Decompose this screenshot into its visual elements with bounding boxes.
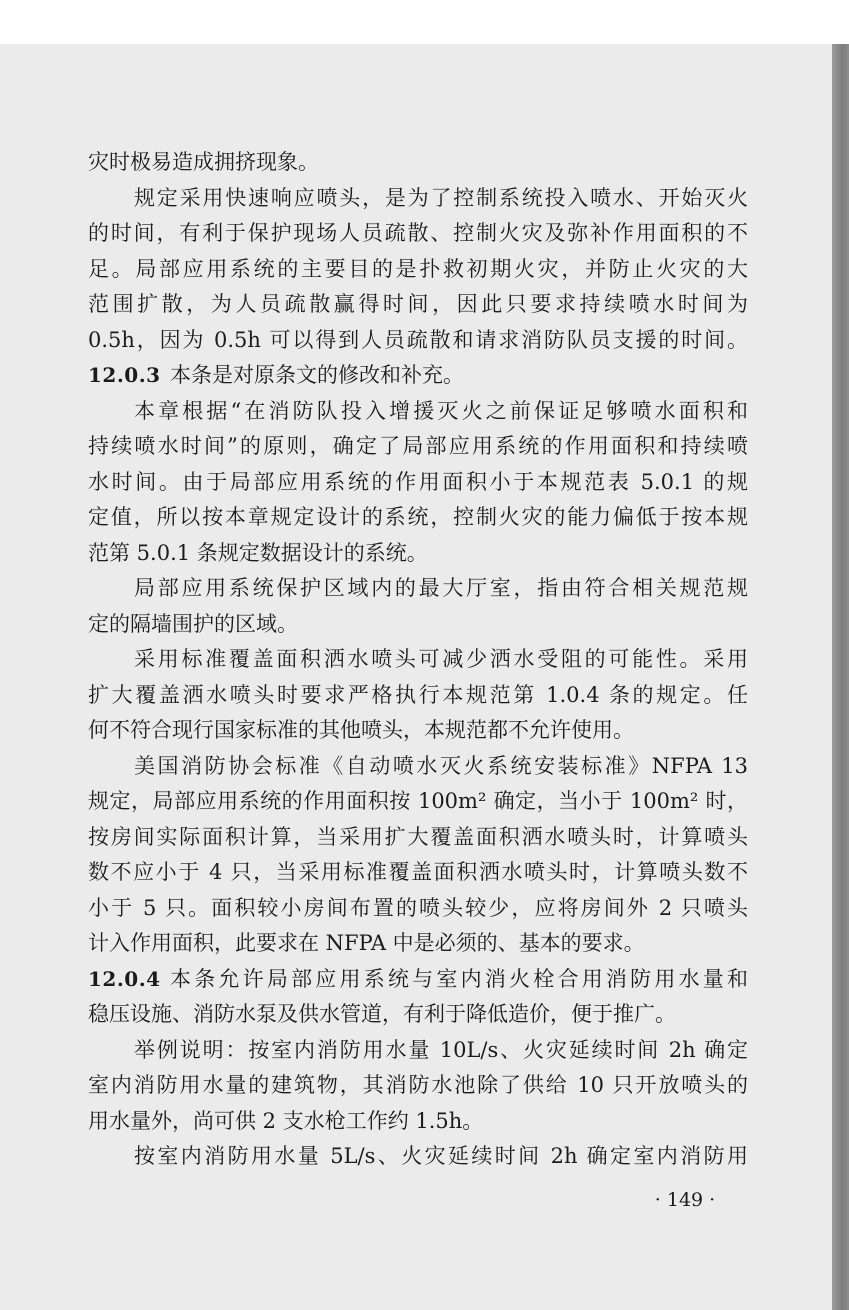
text-line: 足。局部应用系统的主要目的是扑救初期火灾，并防止火灾的大 [88, 256, 748, 281]
section-heading-12-0-3 [88, 358, 748, 394]
page-number: · 149 · [654, 1189, 716, 1211]
text-line: 按室内消防用水量 5L/s、火灾延续时间 2h 确定室内消防用 [134, 1144, 748, 1168]
text-line: 扩大覆盖洒水喷头时要求严格执行本规范第 1.0.4 条的规定。任 [88, 682, 748, 707]
text-line: 持续喷水时间”的原则，确定了局部应用系统的作用面积和持续喷 [88, 434, 748, 458]
section-number: 12.0.3 [88, 363, 161, 387]
text-line: 规定采用快速响应喷头，是为了控制系统投入喷水、开始灭火 [134, 185, 748, 210]
text-line: 范围扩散，为人员疏散赢得时间，因此只要求持续喷水时间为 [88, 292, 748, 316]
text-line: 本章根据“在消防队投入增援灭火之前保证足够喷水面积和 [134, 398, 748, 423]
body-text [88, 145, 748, 1175]
text-line: 稳压设施、消防水泵及供水管道，有利于降低造价，便于推广。 [88, 1002, 676, 1026]
text-line: 计入作用面积，此要求在 NFPA 中是必须的、基本的要求。 [88, 931, 645, 955]
text-line: 水时间。由于局部应用系统的作用面积小于本规范表 5.0.1 的规 [88, 469, 748, 494]
text-line: 定的隔墙围护的区域。 [88, 611, 298, 636]
text-line: 用水量外，尚可供 2 支水枪工作约 1.5h。 [88, 1108, 484, 1133]
text-line: 数不应小于 4 只，当采用标准覆盖面积洒水喷头时，计算喷头数不 [88, 860, 748, 884]
text-line: 采用标准覆盖面积洒水喷头可减少洒水受阻的可能性。采用 [134, 647, 748, 671]
text-line: 室内消防用水量的建筑物，其消防水池除了供给 10 只开放喷头的 [88, 1073, 748, 1097]
text-line: 何不符合现行国家标准的其他喷头，本规范都不允许使用。 [88, 718, 634, 742]
text-line: 范第 5.0.1 条规定数据设计的系统。 [88, 540, 428, 565]
text-line: 按房间实际面积计算，当采用扩大覆盖面积洒水喷头时，计算喷头 [88, 824, 748, 849]
text-line: 0.5h，因为 0.5h 可以得到人员疏散和请求消防队员支援的时间。 [88, 327, 748, 352]
text-line: 局部应用系统保护区域内的最大厅室，指由符合相关规范规 [134, 576, 748, 600]
text-line: 规定，局部应用系统的作用面积按 100m² 确定，当小于 100m² 时， [88, 789, 748, 813]
text-line: 的时间，有利于保护现场人员疏散、控制火灾及弥补作用面积的不 [88, 221, 748, 245]
text-line: 定值，所以按本章规定设计的系统，控制火灾的能力偏低于按本规 [88, 505, 748, 529]
section-heading-12-0-4 [88, 962, 748, 998]
text-line: 灾时极易造成拥挤现象。 [88, 150, 319, 174]
text-line: 小于 5 只。面积较小房间布置的喷头较少，应将房间外 2 只喷头 [88, 895, 748, 920]
text-line: 美国消防协会标准《自动喷水灭火系统安装标准》NFPA 13 [134, 753, 748, 778]
scan-edge [832, 44, 849, 1310]
section-text: 本条是对原条文的修改和补充。 [170, 363, 464, 387]
text-line: 举例说明：按室内消防用水量 10L/s、火灾延续时间 2h 确定 [134, 1037, 748, 1062]
section-number: 12.0.4 [88, 966, 161, 991]
section-text: 本条允许局部应用系统与室内消火栓合用消防用水量和 [170, 966, 748, 991]
